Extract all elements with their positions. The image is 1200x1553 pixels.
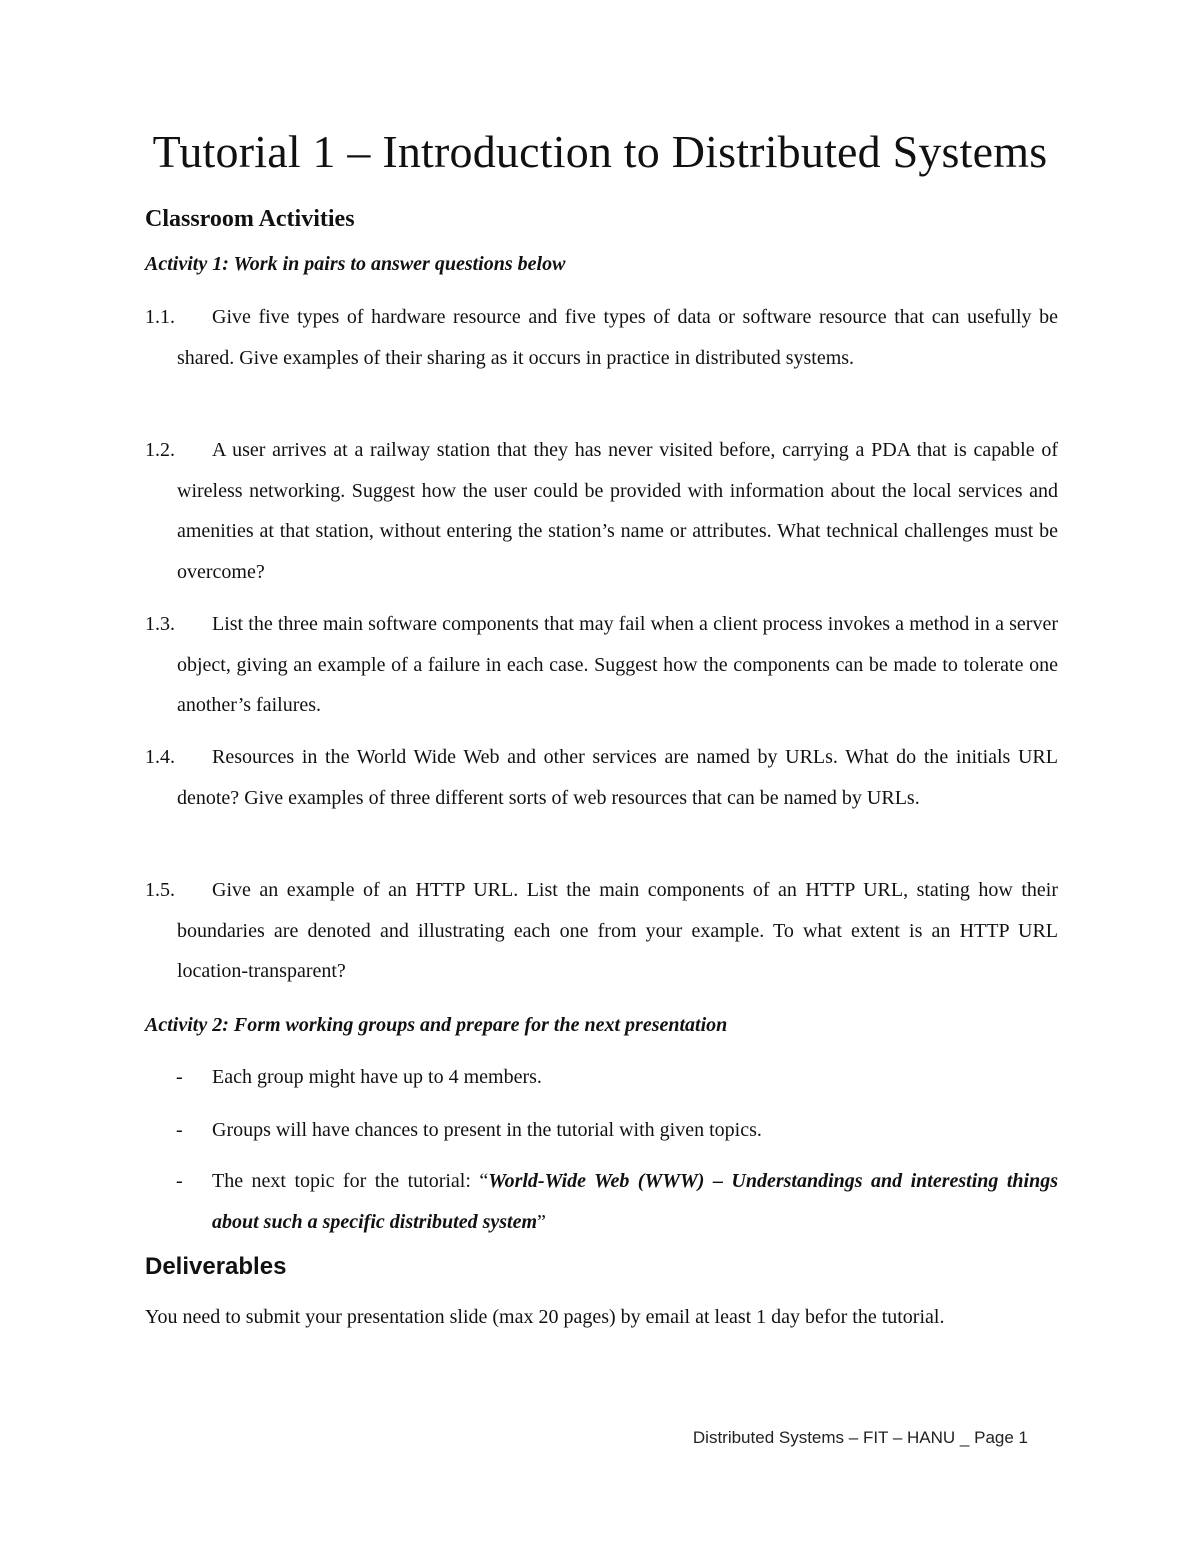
question-number: 1.3. <box>145 613 175 635</box>
deliverables-text: You need to submit your presentation slide (max 20 pages) by email at least 1 day befor the tutorial. <box>145 1306 945 1328</box>
topic-bullet-item <box>145 1161 1058 1242</box>
question-item <box>145 870 1058 992</box>
question-number: 1.5. <box>145 879 175 901</box>
question-text: Give an example of an HTTP URL. List the main components of an HTTP URL, stating how their boundaries are denoted and illustrating each one from your example. To what extent is an HTTP URL location-transparent? <box>177 879 1058 982</box>
activity-2-heading: Activity 2: Form working groups and prepare for the next presentation <box>145 1014 728 1036</box>
topic-suffix: ” <box>537 1210 546 1233</box>
bullet-item <box>145 1110 1058 1151</box>
question-text: List the three main software components that may fail when a client process invokes a method in a server object, giving an example of a failure in each case. Suggest how the components can be made to tolerate one another’s failures. <box>177 613 1058 716</box>
question-text: A user arrives at a railway station that they has never visited before, carrying a PDA that is capable of wireless networking. Suggest how the user could be provided with information about the local services and amenities at that station, without entering the station’s name or attributes. What technical challenges must be overcome? <box>177 439 1058 583</box>
question-item <box>145 297 1058 378</box>
section-heading-classroom-activities: Classroom Activities <box>145 206 355 232</box>
topic-bullet-text <box>212 1161 1058 1242</box>
bullet-item <box>145 1057 1058 1098</box>
document-title: Tutorial 1 – Introduction to Distributed Systems <box>152 126 1048 177</box>
bullet-text: Each group might have up to 4 members. <box>212 1066 542 1088</box>
topic-prefix: The next topic for the tutorial: “ <box>212 1170 489 1192</box>
bullet-dash: - <box>176 1066 183 1088</box>
page-footer: Distributed Systems – FIT – HANU _ Page 1 <box>692 1428 1028 1447</box>
question-number: 1.1. <box>145 306 175 328</box>
question-text: Give five types of hardware resource and five types of data or software resource that can usefully be shared. Give examples of their sharing as it occurs in practice in distributed systems. <box>177 306 1058 369</box>
deliverables-heading: Deliverables <box>145 1253 287 1280</box>
question-text: Resources in the World Wide Web and other services are named by URLs. What do the initials URL denote? Give examples of three different sorts of web resources that can be named by URLs. <box>177 746 1058 809</box>
question-item <box>145 737 1058 818</box>
question-number: 1.4. <box>145 746 175 768</box>
bullet-dash: - <box>176 1170 183 1192</box>
question-item <box>145 604 1058 726</box>
bullet-dash: - <box>176 1119 183 1141</box>
question-number: 1.2. <box>145 439 175 461</box>
question-item <box>145 430 1058 592</box>
activity-1-heading: Activity 1: Work in pairs to answer questions below <box>145 253 566 275</box>
bullet-text: Groups will have chances to present in the tutorial with given topics. <box>212 1119 762 1141</box>
topic-title: World-Wide Web (WWW) – Understandings and interesting things about such a specific distributed system <box>212 1170 1059 1233</box>
